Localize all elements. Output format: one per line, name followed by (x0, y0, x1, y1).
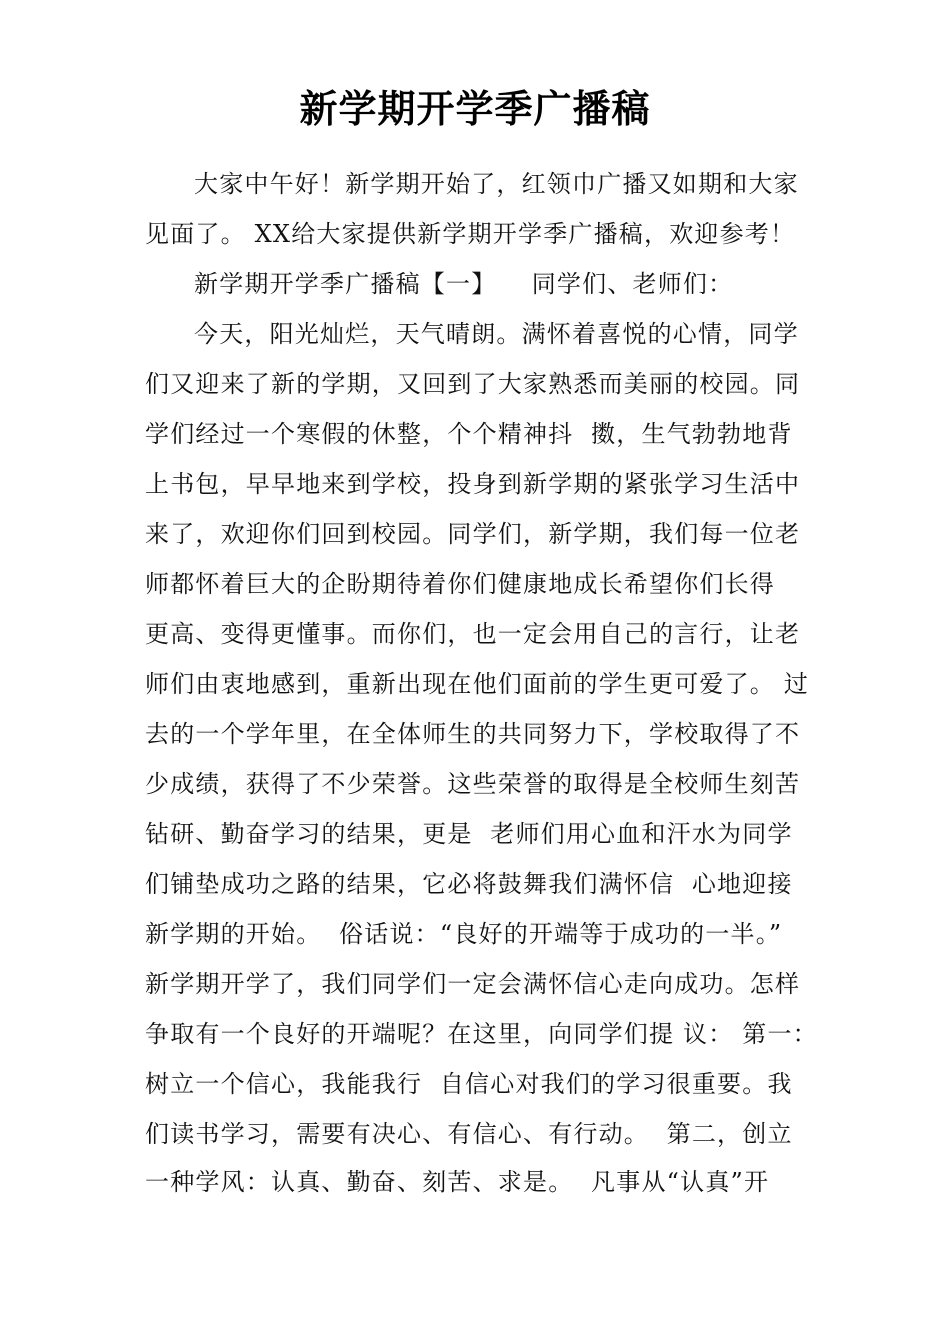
text-line: 们又迎来了新的学期，又回到了大家熟悉而美丽的校园。同 (145, 370, 801, 398)
text-line: 见面了。 XX给大家提供新学期开学季广播稿，欢迎参考！ (145, 220, 796, 248)
text-line: 师都怀着巨大的企盼期待着你们健康地成长希望你们长得 (145, 570, 775, 598)
text-line: 大家中午好！新学期开始了，红领巾广播又如期和大家 (194, 170, 799, 198)
text-line: 上书包，早早地来到学校，投身到新学期的紧张学习生活中 (145, 470, 801, 498)
text-line: 树立一个信心，我能我行 自信心对我们的学习很重要。我 (145, 1070, 793, 1098)
text-line: 今天，阳光灿烂，天气晴朗。满怀着喜悦的心情，同学 (194, 320, 799, 348)
text-line: 去的一个学年里，在全体师生的共同努力下，学校取得了不 (145, 720, 801, 748)
text-line: 师们由衷地感到，重新出现在他们面前的学生更可爱了。 过 (145, 670, 810, 698)
text-line: 们读书学习，需要有决心、有信心、有行动。 第二，创立 (145, 1120, 793, 1148)
text-line: 新学期开学季广播稿【一】 同学们、老师们： (194, 270, 734, 298)
text-line: 少成绩，获得了不少荣誉。这些荣誉的取得是全校师生刻苦 (145, 770, 801, 798)
text-line: 新学期的开始。 俗话说：“良好的开端等于成功的一半。” (145, 920, 783, 948)
text-line: 一种学风：认真、勤奋、刻苦、求是。 凡事从“认真”开 (145, 1168, 770, 1196)
text-line: 钻研、勤奋学习的结果，更是 老师们用心血和汗水为同学 (145, 820, 793, 848)
document-title: 新学期开学季广播稿 (299, 87, 651, 131)
text-line: 更高、变得更懂事。而你们，也一定会用自己的言行，让老 (145, 620, 801, 648)
text-line: 争取有一个良好的开端呢？在这里，向同学们提 议： 第一： (145, 1020, 818, 1048)
text-line: 学们经过一个寒假的休整，个个精神抖 擞，生气勃勃地背 (145, 420, 793, 448)
text-line: 来了，欢迎你们回到校园。同学们，新学期，我们每一位老 (145, 520, 801, 548)
text-line: 们铺垫成功之路的结果，它必将鼓舞我们满怀信 心地迎接 (145, 870, 793, 898)
text-line: 新学期开学了，我们同学们一定会满怀信心走向成功。怎样 (145, 970, 801, 998)
